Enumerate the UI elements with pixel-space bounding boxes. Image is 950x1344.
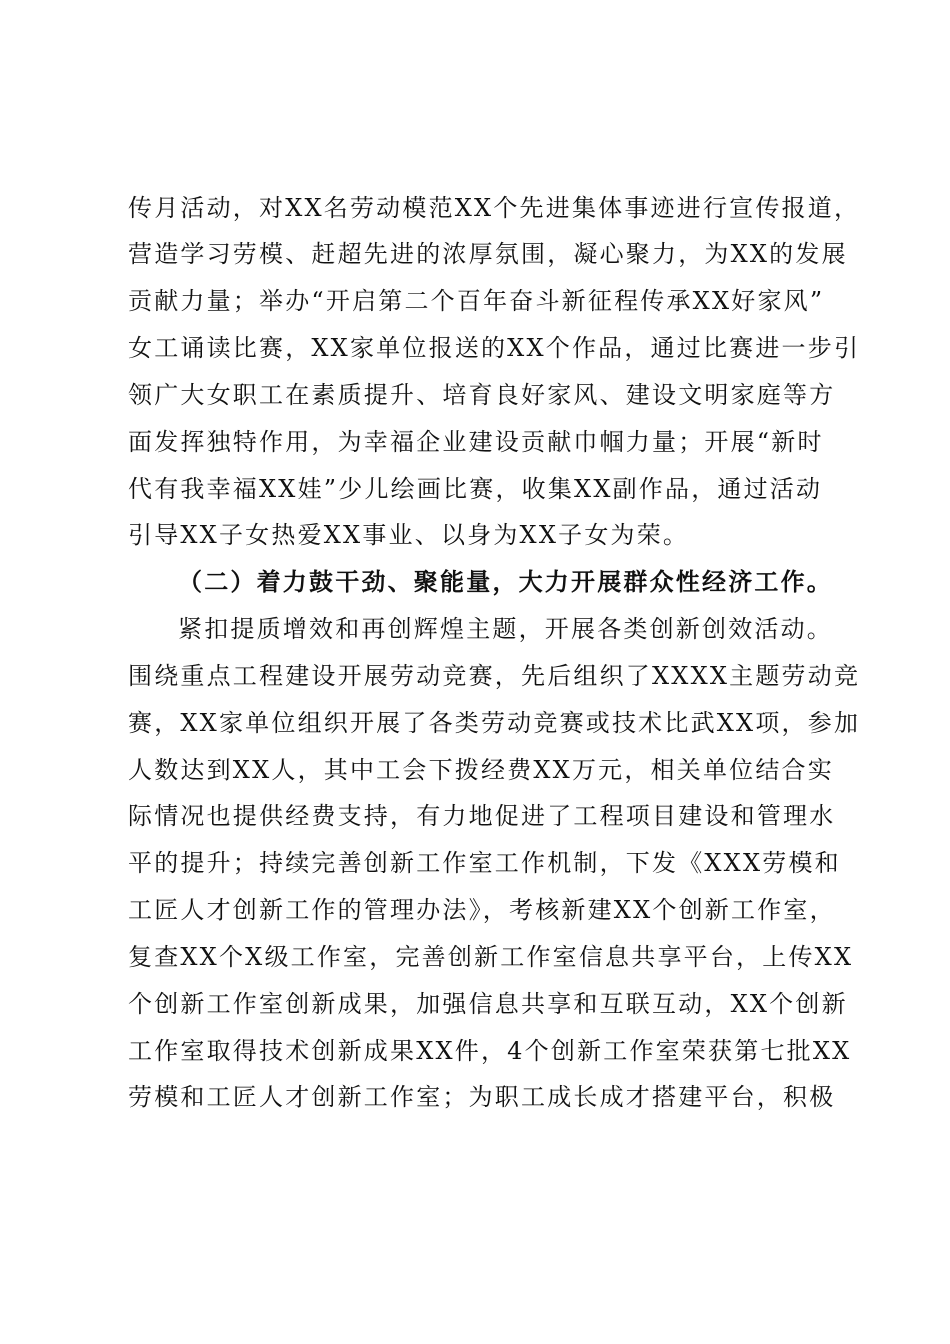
paragraph-first-line: 紧扣提质增效和再创辉煌主题，开展各类创新创效活动。 <box>178 615 833 643</box>
text-line: 代有我幸福XX娃”少儿绘画比赛，收集XX副作品，通过活动 <box>128 475 823 503</box>
text-line: 围绕重点工程建设开展劳动竞赛，先后组织了XXXX主题劳动竞 <box>128 662 861 690</box>
text-line: 工作室取得技术创新成果XX件，4个创新工作室荣获第七批XX <box>128 1037 852 1065</box>
text-line: 复查XX个X级工作室，完善创新工作室信息共享平台，上传XX <box>128 943 854 971</box>
text-line: 贡献力量；举办“开启第二个百年奋斗新征程传承XX好家风” <box>128 287 825 315</box>
text-line: 平的提升；持续完善创新工作室工作机制，下发《XXX劳模和 <box>128 849 841 877</box>
text-line: 引导XX子女热爱XX事业、以身为XX子女为荣。 <box>128 521 690 549</box>
text-line: 个创新工作室创新成果，加强信息共享和互联互动，XX个创新 <box>128 990 848 1018</box>
text-line: 营造学习劳模、赶超先进的浓厚氛围，凝心聚力，为XX的发展 <box>128 240 848 268</box>
section-heading: （二）着力鼓干劲、聚能量，大力开展群众性经济工作。 <box>178 567 833 596</box>
text-line: 赛，XX家单位组织开展了各类劳动竞赛或技术比武XX项，参加 <box>128 709 861 737</box>
text-line: 工匠人才创新工作的管理办法》，考核新建XX个创新工作室， <box>128 896 836 924</box>
text-line: 领广大女职工在素质提升、培育良好家风、建设文明家庭等方 <box>128 381 836 409</box>
text-line: 劳模和工匠人才创新工作室；为职工成长成才搭建平台，积极 <box>128 1083 836 1111</box>
text-line: 际情况也提供经费支持，有力地促进了工程项目建设和管理水 <box>128 802 836 830</box>
text-line: 人数达到XX人，其中工会下拨经费XX万元，相关单位结合实 <box>128 756 834 784</box>
text-line: 女工诵读比赛，XX家单位报送的XX个作品，通过比赛进一步引 <box>128 334 861 362</box>
text-line: 传月活动，对XX名劳动模范XX个先进集体事迹进行宣传报道， <box>128 194 861 222</box>
text-line: 面发挥独特作用，为幸福企业建设贡献巾帼力量；开展“新时 <box>128 428 824 456</box>
